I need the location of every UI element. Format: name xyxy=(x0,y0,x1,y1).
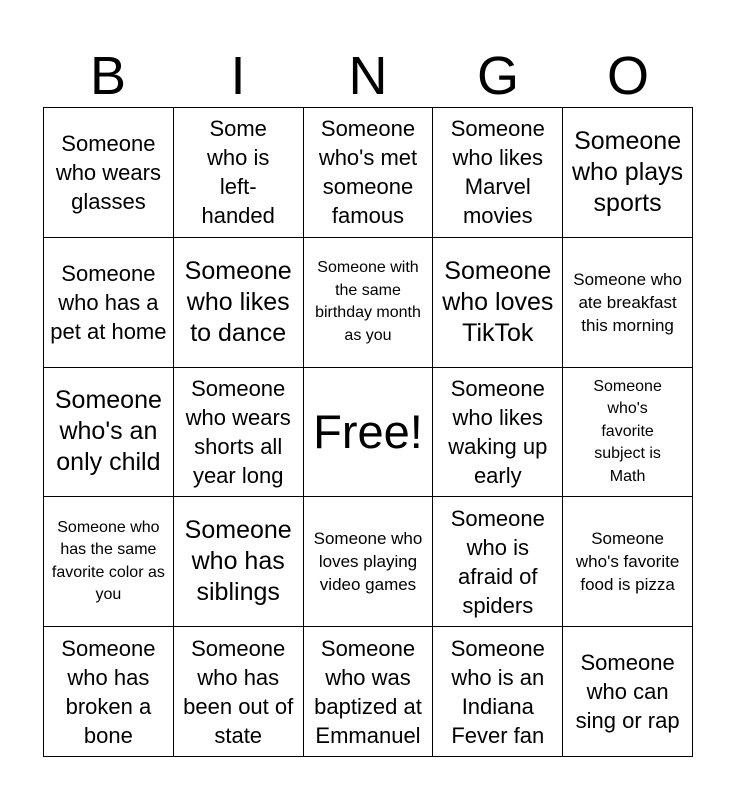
bingo-cell xyxy=(174,238,304,368)
bingo-cell xyxy=(563,238,693,368)
bingo-cell xyxy=(563,627,693,757)
bingo-cell xyxy=(174,497,304,627)
cell-text: Someone who loves playing video games xyxy=(313,529,423,595)
header-letter-b: B xyxy=(89,46,127,106)
cell-text: Someone who loves TikTok xyxy=(442,256,554,347)
bingo-cell xyxy=(44,368,174,498)
bingo-cell xyxy=(563,108,693,238)
free-space-text: Free! xyxy=(313,404,423,458)
header-letter-o: O xyxy=(606,46,649,106)
cell-text: Someone with the same birthday month as you xyxy=(315,259,421,344)
bingo-cell xyxy=(174,627,304,757)
cell-text: Someone who has been out of state xyxy=(183,635,294,748)
cell-text: Some who is left-handed xyxy=(201,116,275,229)
cell-text: Someone who's an only child xyxy=(54,386,162,477)
cell-text: Someone who's favorite food is pizza xyxy=(575,529,680,595)
bingo-cell xyxy=(304,627,434,757)
header-letter-n: N xyxy=(348,46,388,106)
bingo-cell xyxy=(44,108,174,238)
cell-text: Someone who wears shorts all year long xyxy=(185,375,291,488)
header-letter-i: I xyxy=(230,46,246,106)
bingo-cell xyxy=(44,238,174,368)
cell-text: Someone who was baptized at Emmanuel xyxy=(314,635,422,748)
cell-text: Someone who has the same favorite color as you xyxy=(51,518,165,604)
bingo-cell xyxy=(433,238,563,368)
bingo-cell xyxy=(563,497,693,627)
cell-text: Someone who has siblings xyxy=(184,516,292,607)
bingo-cell xyxy=(304,497,434,627)
bingo-card-grid xyxy=(43,107,693,757)
bingo-cell xyxy=(433,108,563,238)
bingo-cell xyxy=(44,497,174,627)
bingo-cell xyxy=(304,238,434,368)
cell-text: Someone who likes to dance xyxy=(184,256,292,347)
bingo-cell xyxy=(433,368,563,498)
bingo-cell xyxy=(433,627,563,757)
bingo-cell xyxy=(304,108,434,238)
cell-text: Someone who's favorite subject is Math xyxy=(593,377,662,485)
cell-text: Someone who ate breakfast this morning xyxy=(573,269,682,335)
cell-text: Someone who likes Marvel movies xyxy=(450,116,545,229)
free-space-cell xyxy=(304,368,434,498)
bingo-cell xyxy=(433,497,563,627)
cell-text: Someone who's met someone famous xyxy=(318,116,418,229)
cell-text: Someone who is afraid of spiders xyxy=(450,505,545,618)
cell-text: Someone who likes waking up early xyxy=(448,375,548,488)
cell-text: Someone who has broken a bone xyxy=(61,635,156,748)
bingo-cell xyxy=(174,108,304,238)
cell-text: Someone who is an Indiana Fever fan xyxy=(450,635,545,748)
bingo-cell xyxy=(563,368,693,498)
cell-text: Someone who wears glasses xyxy=(55,130,161,214)
bingo-cell xyxy=(44,627,174,757)
bingo-cell xyxy=(174,368,304,498)
cell-text: Someone who plays sports xyxy=(572,126,684,217)
bingo-header xyxy=(43,44,693,108)
cell-text: Someone who can sing or rap xyxy=(575,650,680,734)
header-letter-g: G xyxy=(476,46,519,106)
cell-text: Someone who has a pet at home xyxy=(50,260,167,344)
